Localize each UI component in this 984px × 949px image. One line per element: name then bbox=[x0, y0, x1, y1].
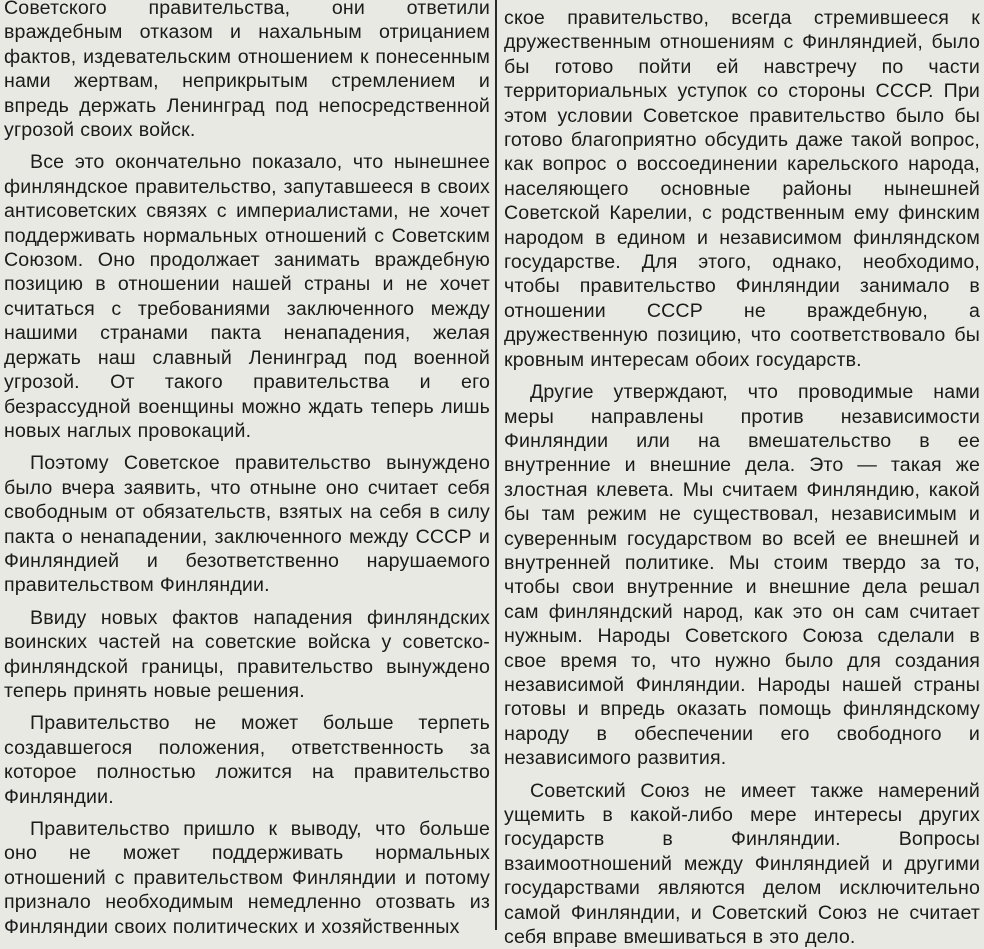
right-text-column bbox=[504, 0, 980, 949]
paragraph: Все это окончательно показало, что нынешнее финляндское правительство, запутавшееся в своих антисоветских связях с империалистами, не хочет поддерживать нормальных отношений с Советским Союзом. Оно продолжает занимать враждебную позицию в отношении нашей страны и не хочет считаться с требованиями заключенного между нашими странами пакта ненападения, желая держать наш славный Ленинград под военной угрозой. От такого правительства и его безрассудной военщины можно ждать теперь лишь новых наглых провокаций. bbox=[4, 151, 490, 442]
left-text-column bbox=[4, 0, 490, 938]
paragraph: Другие утверждают, что проводимые нами меры направлены против независимости Финляндии или на вмешательство в ее внутренние и внешние дела. Это — такая же злостная клевета. Мы считаем Финляндию, какой бы там режим не существовал, независимым и суверенным государством во всей ее внешней и внутренней политике. Мы стоим твердо за то, чтобы свои внутренние и внешние дела решал сам финляндский народ, как это он сам считает нужным. Народы Советского Союза сделали в свое время то, что нужно было для создания независимой Финляндии. Народы нашей страны готовы и впредь оказать помощь финляндскому народу в обеспечении его свободного и независимого развития. bbox=[504, 381, 980, 770]
paragraph: Советского правительства, они ответили враждебным отказом и нахальным отрицанием фактов, издевательским отношением к понесенным нами жертвам, неприкрытым стремлением и впредь держать Ленинград под непосредственной угрозой своих войск. bbox=[4, 0, 490, 142]
column-divider-rule bbox=[495, 0, 497, 930]
paragraph: Правительство пришло к выводу, что больше оно не может поддерживать нормальных отношений с правительством Финляндии и потому признало необходимым немедленно отозвать из Финляндии своих политических и хозяйственных bbox=[4, 818, 490, 938]
paragraph: Правительство не может больше терпеть создавшегося положения, ответственность за которое полностью ложится на правительство Финляндии. bbox=[4, 712, 490, 808]
paragraph: Поэтому Советское правительство вынуждено было вчера заявить, что отныне оно считает себя свободным от обязательств, взятых на себя в силу пакта о ненападении, заключенного между СССР и Финляндией и безответственно нарушаемого правительством Финляндии. bbox=[4, 452, 490, 597]
paragraph: Советский Союз не имеет также намерений ущемить в какой-либо мере интересы других государств в Финляндии. Вопросы взаимоотношений между Финляндией и другими государствами являются делом исключительно самой Финляндии, и Советский Союз не считает себя вправе вмешиваться в это дело. bbox=[504, 779, 980, 949]
paragraph: Ввиду новых фактов нападения финляндских воинских частей на советские войска у советско-финляндской границы, правительство вынуждено теперь принять новые решения. bbox=[4, 606, 490, 702]
paragraph: ское правительство, всегда стремившееся к дружественным отношениям с Финляндией, было бы готово пойти ей навстречу по части территориальных уступок со стороны СССР. При этом условии Советское правительство было бы готово благоприятно обсудить даже такой вопрос, как вопрос о воссоединении карельского народа, населяющего основные районы нынешней Советской Карелии, с родственным ему финским народом в едином и независимом финляндском государстве. Для этого, однако, необходимо, чтобы правительство Финляндии занимало в отношении СССР не враждебную, а дружественную позицию, что соответствовало бы кровным интересам обоих государств. bbox=[504, 7, 980, 371]
